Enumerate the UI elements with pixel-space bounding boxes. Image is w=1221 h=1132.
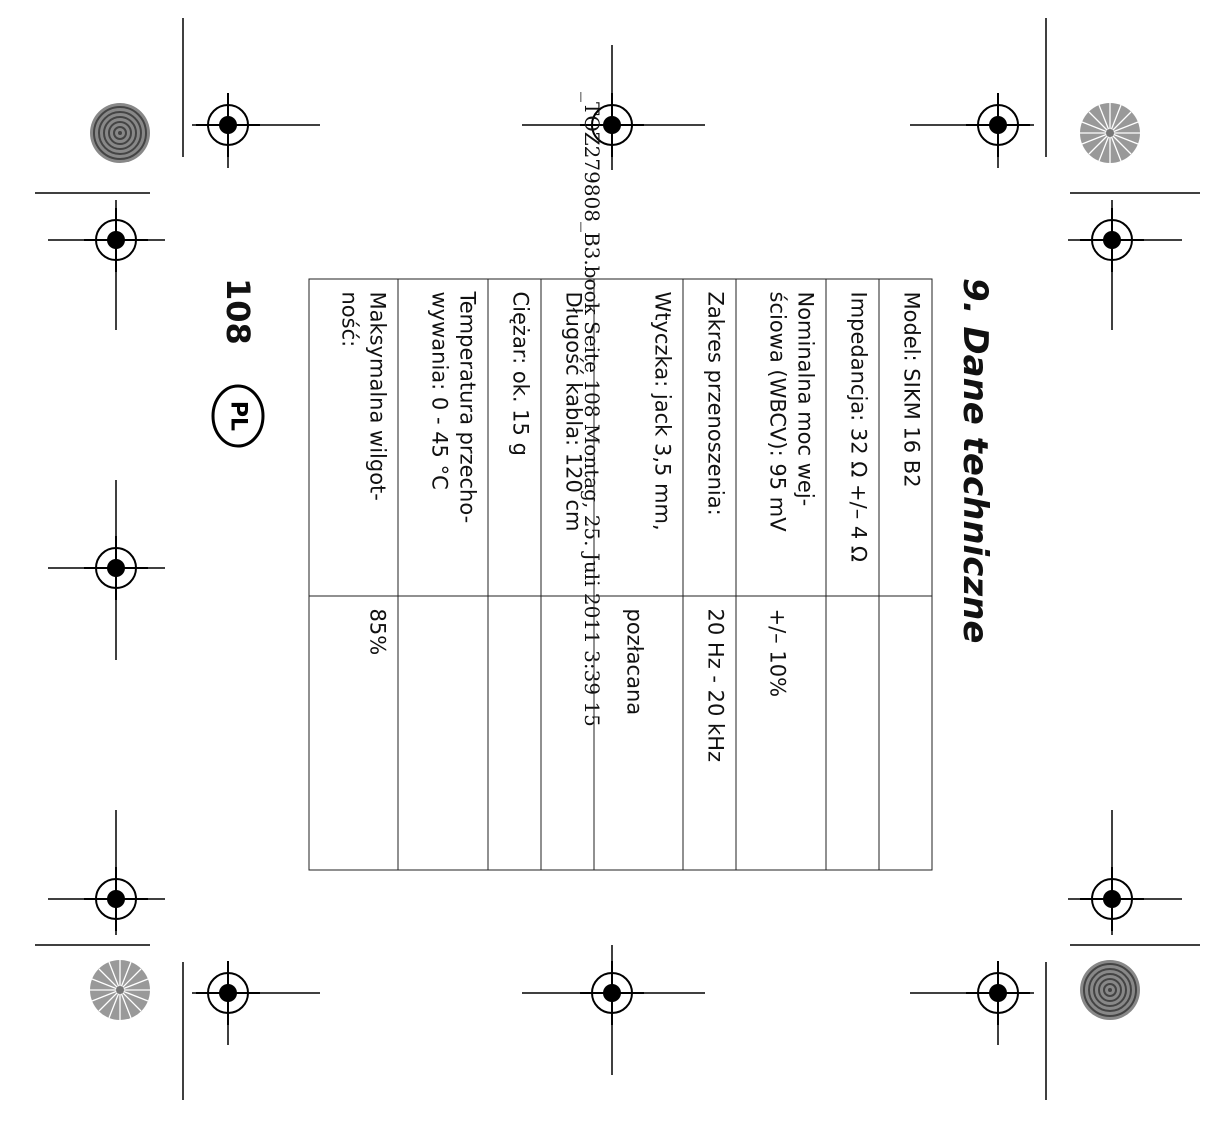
spec-label-line: Nominalna moc wej- bbox=[792, 291, 817, 506]
spec-label-line: ściowa (WBCV): 95 mV bbox=[764, 291, 789, 532]
spec-label: Impedancja: 32 Ω +/– 4 Ω bbox=[825, 279, 878, 596]
spec-value bbox=[825, 596, 878, 870]
spec-value bbox=[736, 596, 825, 870]
table-row bbox=[309, 279, 398, 870]
spec-label bbox=[736, 279, 825, 596]
language-badge bbox=[210, 383, 266, 449]
language-badge-text: PL bbox=[225, 400, 251, 432]
spec-value-text: pozłacana bbox=[622, 608, 647, 715]
spec-value bbox=[594, 596, 683, 870]
spec-label: Wtyczka: jack 3,5 mm, bbox=[594, 279, 683, 596]
spec-label-line: wywania: 0 - 45 °C bbox=[426, 291, 451, 490]
table-row bbox=[878, 279, 931, 870]
page-number: 108 bbox=[219, 278, 257, 345]
spec-label bbox=[398, 279, 487, 596]
header-running-line: _TOZ279808_B3.book Seite 108 Montag, 25. Juli 2011 3:39 15 bbox=[580, 92, 604, 727]
table-row bbox=[398, 279, 487, 870]
table-row bbox=[736, 279, 825, 870]
spec-label: Model: SIKM 16 B2 bbox=[878, 279, 931, 596]
spec-value bbox=[487, 596, 540, 870]
table-row bbox=[594, 279, 683, 870]
table-row bbox=[683, 279, 736, 870]
spec-value bbox=[540, 596, 593, 870]
spec-value-text: +/– 10% bbox=[764, 608, 789, 697]
spec-label-line: ność: bbox=[337, 291, 362, 347]
spec-label: Zakres przenoszenia: bbox=[683, 279, 736, 596]
spec-table bbox=[308, 278, 932, 843]
spec-label bbox=[309, 279, 398, 596]
spec-label-line: Maksymalna wilgot- bbox=[365, 291, 390, 501]
spec-label: Długość kabla: 120 cm bbox=[540, 279, 593, 596]
table-row bbox=[540, 279, 593, 870]
table-row bbox=[825, 279, 878, 870]
spec-label: Ciężar: ok. 15 g bbox=[487, 279, 540, 596]
spec-value: 20 Hz - 20 kHz bbox=[683, 596, 736, 870]
table-row bbox=[487, 279, 540, 870]
spec-value bbox=[398, 596, 487, 870]
spec-label-line: Temperatura przecho- bbox=[454, 291, 479, 523]
spec-value bbox=[878, 596, 931, 870]
section-title: 9. Dane techniczne bbox=[955, 278, 995, 644]
spec-value: 85% bbox=[309, 596, 398, 870]
